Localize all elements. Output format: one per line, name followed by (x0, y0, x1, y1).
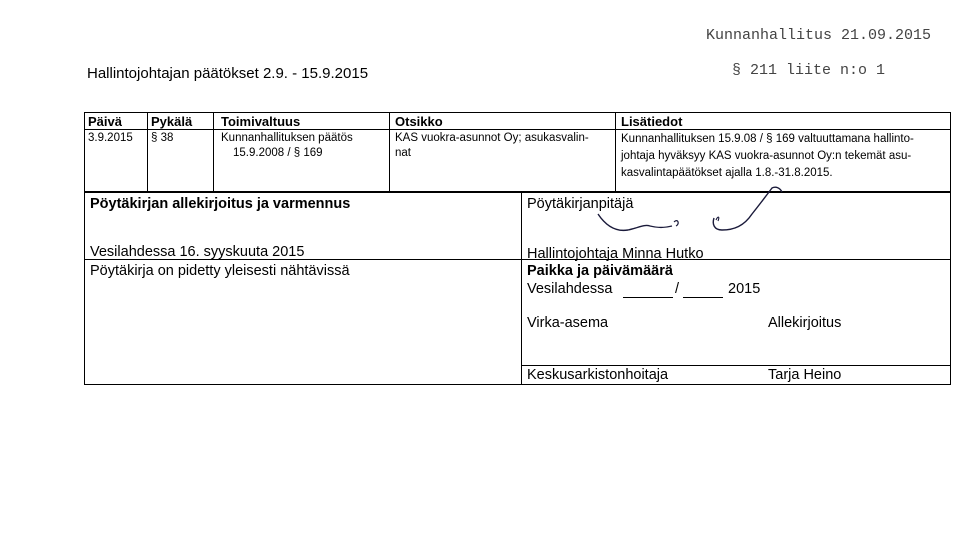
authority-line: 15.9.2008 / § 169 (233, 147, 323, 159)
left-heading: Pöytäkirjan allekirjoitus ja varmennus (90, 196, 351, 212)
cell-authority (221, 131, 353, 161)
subject-line: nat (395, 147, 411, 159)
subject-line: KAS vuokra-asunnot Oy; asukasvalin- (395, 132, 589, 144)
signature-label: Allekirjoitus (768, 315, 842, 331)
column-divider (147, 113, 148, 191)
attachment-number: § 211 liite n:o 1 (732, 62, 886, 79)
date-slash: / (675, 281, 680, 297)
cell-section: § 38 (151, 132, 174, 144)
header-details: Lisätiedot (621, 114, 683, 129)
details-line: kasvalintapäätökset ajalla 1.8.-31.8.2015. (621, 167, 833, 179)
column-divider (213, 113, 214, 191)
decisions-table (84, 112, 951, 192)
signature-section (84, 192, 951, 385)
month-line (683, 297, 723, 298)
column-divider (389, 113, 390, 191)
year-text: 2015 (728, 281, 761, 297)
position-value: Keskusarkistonhoitaja (527, 367, 669, 383)
header-subject: Otsikko (395, 114, 443, 129)
cell-details (621, 131, 914, 182)
meeting-reference: Kunnanhallitus 21.09.2015 (705, 27, 931, 44)
header-section: Pykälä (151, 114, 193, 129)
header-authority: Toimivaltuus (221, 114, 301, 129)
signature-value: Tarja Heino (768, 367, 842, 383)
cell-subject (395, 131, 589, 161)
authority-line: Kunnanhallituksen päätös (221, 132, 353, 144)
document-title: Hallintojohtajan päätökset 2.9. - 15.9.2015 (87, 65, 369, 82)
cell-date: 3.9.2015 (88, 132, 133, 144)
column-divider (615, 113, 616, 191)
day-line (623, 297, 673, 298)
position-label: Virka-asema (527, 315, 609, 331)
place-text: Vesilahdessa (527, 281, 613, 297)
section-divider (521, 193, 522, 384)
header-divider (85, 129, 950, 130)
place-date-text: Vesilahdessa 16. syyskuuta 2015 (90, 244, 305, 260)
header-date: Päivä (88, 114, 122, 129)
public-notice-text: Pöytäkirja on pidetty yleisesti nähtävissä (90, 263, 350, 279)
right-heading: Pöytäkirjanpitäjä (527, 196, 634, 212)
row-divider (521, 365, 950, 366)
details-line: Kunnanhallituksen 15.9.08 / § 169 valtuuttamana hallinto- (621, 133, 914, 145)
handwritten-signature (594, 186, 794, 246)
details-line: johtaja hyväksyy KAS vuokra-asunnot Oy:n tekemät asu- (621, 150, 912, 162)
signer-name: Hallintojohtaja Minna Hutko (527, 246, 704, 262)
place-date-heading: Paikka ja päivämäärä (527, 263, 673, 279)
